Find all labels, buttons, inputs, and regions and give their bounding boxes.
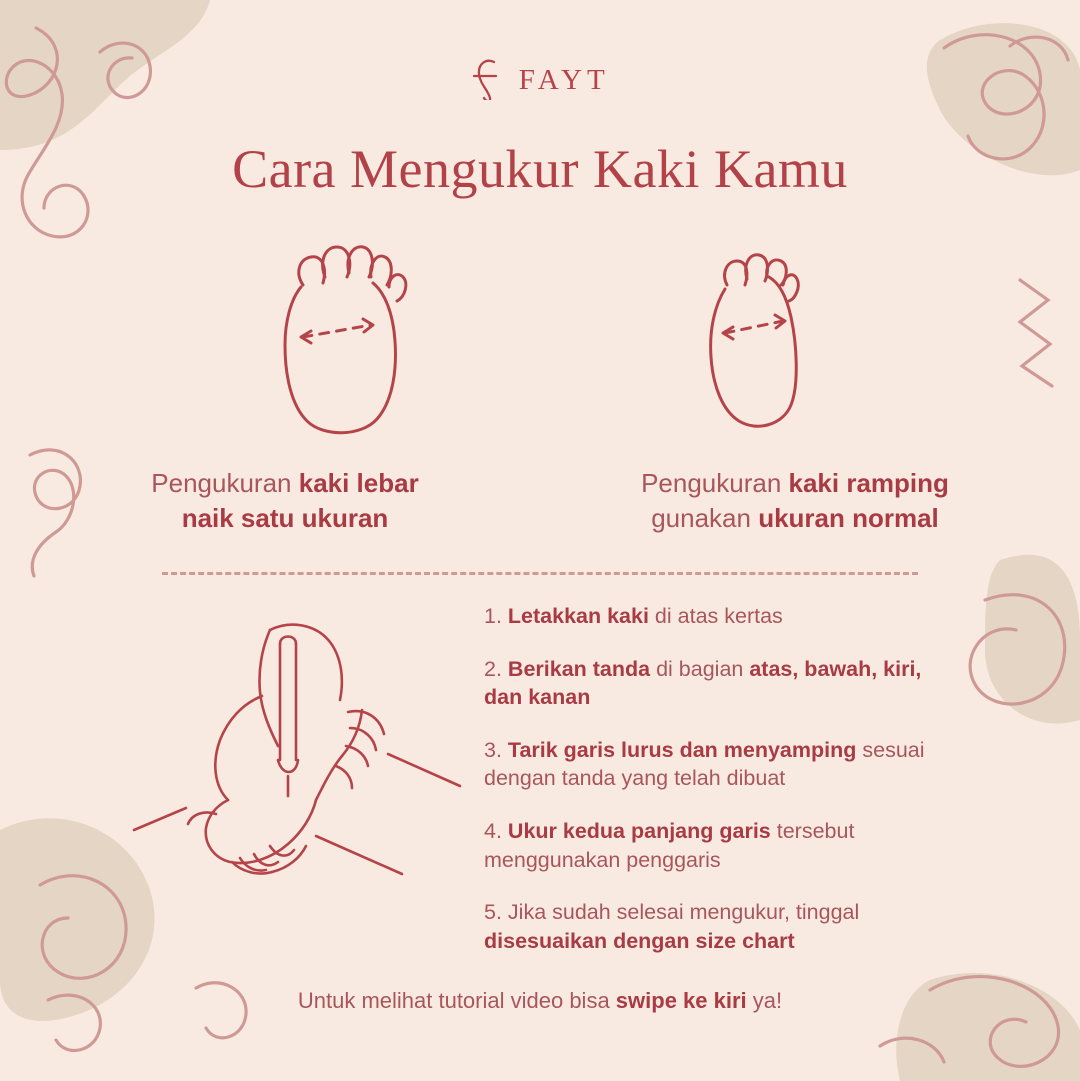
hand-tracing-foot-on-paper-icon [120, 600, 480, 900]
step-4 [484, 817, 954, 874]
page-title: Cara Mengukur Kaki Kamu [232, 139, 848, 199]
step-5-plain: Jika sudah selesai mengukur, tinggal [501, 900, 860, 925]
caption-narrow-foot [585, 466, 1005, 536]
caption-wide-foot [75, 466, 495, 536]
step-1 [484, 602, 954, 631]
step-1-number: 1. [484, 604, 502, 628]
fayt-monogram-icon [470, 56, 504, 105]
step-3 [484, 736, 954, 793]
caption-wide-bold2: naik satu ukuran [181, 503, 389, 534]
step-1-plain: di atas kertas [648, 604, 783, 628]
caption-narrow-plain2: gunakan [651, 503, 759, 534]
footer-note [0, 988, 1080, 1014]
footer-plain-after: ya! [746, 988, 783, 1013]
caption-wide-bold1: kaki lebar [298, 468, 419, 498]
caption-narrow-bold1: kaki ramping [788, 468, 949, 498]
brand-name: FAYT [518, 64, 610, 96]
caption-narrow-plain: Pengukuran [641, 468, 789, 498]
step-5-number: 5. [484, 900, 502, 925]
step-3-bold: Tarik garis lurus dan menyamping [501, 737, 857, 762]
step-2-plain: di bagian [650, 656, 750, 681]
brand-header [0, 56, 1080, 105]
step-3-number: 3. [484, 737, 502, 762]
step-2 [484, 655, 954, 712]
step-4-number: 4. [484, 818, 502, 843]
caption-wide-plain: Pengukuran [151, 468, 299, 498]
narrow-foot-outline-icon [695, 225, 815, 440]
footer-bold: swipe ke kiri [615, 988, 747, 1013]
foot-diagrams [0, 225, 1080, 440]
step-2-number: 2. [484, 656, 502, 681]
step-3-plain: sesuai dengan tanda yang telah dibuat [484, 737, 925, 791]
step-5 [484, 898, 954, 955]
section-divider [162, 572, 918, 577]
step-1-bold: Letakkan kaki [501, 604, 649, 628]
wide-foot-outline-icon [265, 225, 415, 440]
footer-plain-before: Untuk melihat tutorial video bisa [297, 988, 616, 1013]
steps-list [484, 602, 954, 979]
step-2-bold1: Berikan tanda [501, 656, 651, 681]
step-2-bold2: atas, bawah, kiri, dan kanan [484, 656, 922, 710]
step-4-bold: Ukur kedua panjang garis [501, 818, 771, 843]
step-4-plain: tersebut menggunakan penggaris [484, 818, 855, 872]
foot-captions [0, 466, 1080, 536]
step-5-bold: disesuaikan dengan size chart [484, 928, 795, 953]
caption-narrow-bold2: ukuran normal [758, 503, 939, 534]
